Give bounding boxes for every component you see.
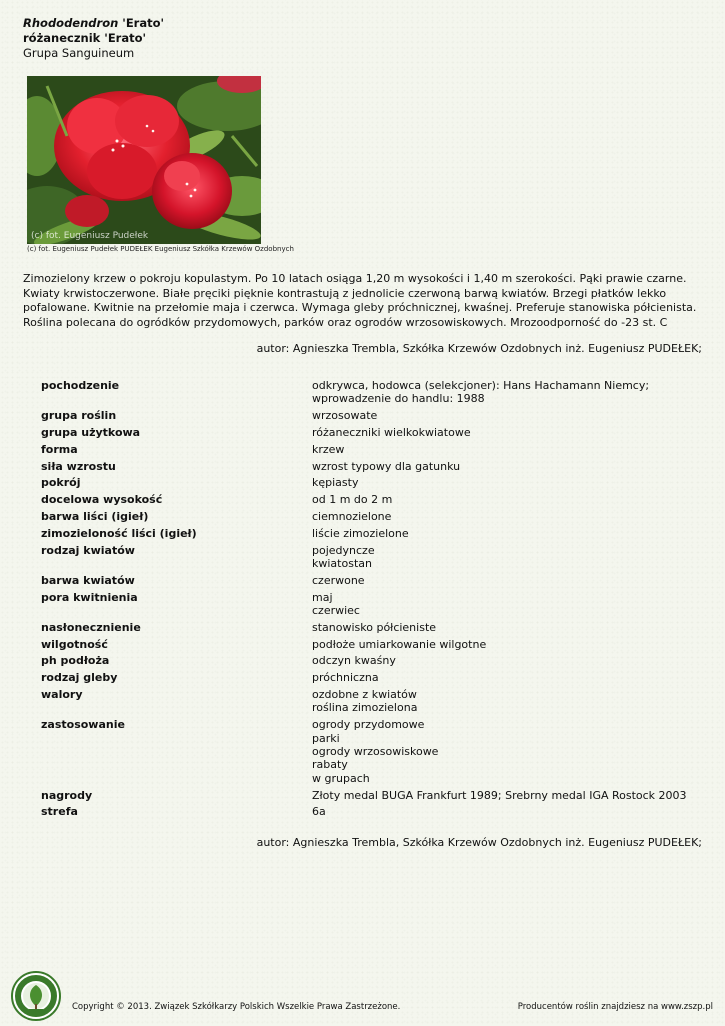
property-row bbox=[41, 527, 701, 540]
property-key: zimozieloność liści (igieł) bbox=[41, 526, 197, 540]
cultivar-name: 'Erato' bbox=[118, 16, 165, 30]
property-row bbox=[41, 493, 701, 506]
property-row bbox=[41, 718, 701, 785]
property-value bbox=[312, 460, 701, 473]
property-row bbox=[41, 510, 701, 523]
property-row bbox=[41, 638, 701, 651]
property-row bbox=[41, 476, 701, 489]
property-value bbox=[312, 718, 701, 785]
latin-name: Rhododendron bbox=[23, 16, 119, 30]
plant-title bbox=[23, 16, 164, 31]
property-value-line: czerwiec bbox=[312, 603, 360, 617]
property-value bbox=[312, 476, 701, 489]
property-key: pokrój bbox=[41, 476, 81, 490]
property-value bbox=[312, 654, 701, 667]
property-value-line: odkrywca, hodowca (selekcjoner): Hans Hachamann Niemcy; wprowadzenie do handlu: 1988 bbox=[312, 379, 650, 406]
property-key: rodzaj kwiatów bbox=[41, 543, 135, 557]
property-key: barwa kwiatów bbox=[41, 573, 135, 587]
property-value bbox=[312, 621, 701, 634]
property-value-line: pojedyncze bbox=[312, 543, 375, 557]
plant-group: Grupa Sanguineum bbox=[23, 46, 135, 60]
property-value-line: maj bbox=[312, 590, 333, 604]
property-value-line: rabaty bbox=[312, 758, 348, 772]
property-key: siła wzrostu bbox=[41, 459, 116, 473]
property-value bbox=[312, 493, 701, 506]
property-key: zastosowanie bbox=[41, 718, 125, 732]
property-row bbox=[41, 688, 701, 715]
property-row bbox=[41, 789, 701, 802]
property-key: ph podłoża bbox=[41, 654, 110, 668]
property-value-line: wzrost typowy dla gatunku bbox=[312, 459, 461, 473]
property-value-line: 6a bbox=[312, 805, 326, 819]
property-value-line: czerwone bbox=[312, 573, 365, 587]
property-value bbox=[312, 805, 701, 818]
property-value bbox=[312, 379, 701, 406]
property-value-line: od 1 m do 2 m bbox=[312, 493, 393, 507]
property-value-line: parki bbox=[312, 731, 340, 745]
property-value bbox=[312, 426, 701, 439]
properties-table bbox=[41, 379, 701, 822]
photo-watermark: (c) fot. Eugeniusz Pudełek bbox=[31, 231, 149, 241]
property-key: walory bbox=[41, 687, 83, 701]
property-value-line: ozdobne z kwiatów bbox=[312, 687, 417, 701]
property-key: rodzaj gleby bbox=[41, 671, 118, 685]
property-row bbox=[41, 409, 701, 422]
producers-link[interactable]: Producentów roślin znajdziesz na www.zszp.pl bbox=[517, 1002, 713, 1012]
property-value-line: próchniczna bbox=[312, 671, 379, 685]
plant-photo bbox=[27, 76, 261, 244]
property-row bbox=[41, 591, 701, 618]
property-value bbox=[312, 544, 701, 571]
property-value bbox=[312, 574, 701, 587]
property-value-line: podłoże umiarkowanie wilgotne bbox=[312, 637, 487, 651]
property-value-line: kępiasty bbox=[312, 476, 359, 490]
property-row bbox=[41, 574, 701, 587]
property-row bbox=[41, 544, 701, 571]
plant-header bbox=[23, 16, 164, 61]
author-line-bottom: autor: Agnieszka Trembla, Szkółka Krzewów Ozdobnych inż. Eugeniusz PUDEŁEK; bbox=[256, 836, 702, 849]
property-key: strefa bbox=[41, 805, 78, 819]
property-key: pora kwitnienia bbox=[41, 590, 138, 604]
property-key: pochodzenie bbox=[41, 379, 120, 392]
property-key: barwa liści (igieł) bbox=[41, 509, 149, 523]
property-key: wilgotność bbox=[41, 637, 108, 651]
property-row bbox=[41, 443, 701, 456]
property-key: docelowa wysokość bbox=[41, 493, 163, 507]
property-key: grupa użytkowa bbox=[41, 426, 141, 439]
property-value-line: ogrody wrzosowiskowe bbox=[312, 744, 439, 758]
property-value bbox=[312, 671, 701, 684]
property-value bbox=[312, 510, 701, 523]
property-value bbox=[312, 638, 701, 651]
property-row bbox=[41, 805, 701, 818]
property-row bbox=[41, 654, 701, 667]
property-value-line: roślina zimozielona bbox=[312, 701, 418, 715]
property-value-line: krzew bbox=[312, 442, 345, 456]
property-value-line: kwiatostan bbox=[312, 556, 372, 570]
property-key: forma bbox=[41, 442, 78, 456]
property-value bbox=[312, 443, 701, 456]
property-value-line: liście zimozielone bbox=[312, 526, 409, 540]
property-row bbox=[41, 379, 701, 406]
property-value bbox=[312, 688, 701, 715]
property-value bbox=[312, 527, 701, 540]
property-row bbox=[41, 671, 701, 684]
plant-description: Zimozielony krzew o pokroju kopulastym. Po 10 latach osiąga 1,20 m wysokości i 1,40 m szerokości. Pąki prawie czarne. Kwiaty krwistoczerwone. Białe pręciki pięknie kontrastują z jednolicie czerwoną barwą kwiatów. Brzegi płatków lekko pofalowane. Kwitnie na przełomie maja i czerwca. Wymaga gleby próchnicznej, kwaśnej. Preferuje stanowiska półcienista. Roślina polecana do ogródków przydomowych, parków oraz ogrodów wrzosowiskowych. Mrozoodporność do -23 st. C bbox=[23, 272, 697, 329]
property-key: grupa roślin bbox=[41, 409, 117, 423]
property-value-line: Złoty medal BUGA Frankfurt 1989; Srebrny medal IGA Rostock 2003 bbox=[312, 788, 687, 802]
property-value bbox=[312, 409, 701, 422]
property-value bbox=[312, 789, 701, 802]
footer bbox=[0, 995, 725, 1024]
property-row bbox=[41, 621, 701, 634]
property-value-line: wrzosowate bbox=[312, 409, 378, 423]
property-value-line: w grupach bbox=[312, 771, 370, 785]
property-row bbox=[41, 460, 701, 473]
property-value bbox=[312, 591, 701, 618]
rhododendron-photo-image bbox=[27, 76, 261, 244]
property-value-line: odczyn kwaśny bbox=[312, 654, 396, 668]
photo-caption: (c) fot. Eugeniusz Pudełek PUDEŁEK Eugeniusz Szkółka Krzewów Ozdobnych bbox=[27, 245, 294, 253]
property-key: nagrody bbox=[41, 788, 93, 802]
property-value-line: różaneczniki wielkokwiatowe bbox=[312, 426, 471, 439]
property-value-line: stanowisko półcieniste bbox=[312, 620, 437, 634]
property-value-line: ogrody przydomowe bbox=[312, 718, 425, 732]
author-line-top: autor: Agnieszka Trembla, Szkółka Krzewów Ozdobnych inż. Eugeniusz PUDEŁEK; bbox=[256, 342, 702, 355]
property-key: nasłonecznienie bbox=[41, 620, 141, 634]
polish-name: różanecznik 'Erato' bbox=[23, 31, 147, 45]
property-row bbox=[41, 426, 701, 439]
property-value-line: ciemnozielone bbox=[312, 509, 392, 523]
copyright-text: Copyright © 2013. Związek Szkółkarzy Polskich Wszelkie Prawa Zastrzeżone. bbox=[72, 1002, 401, 1012]
